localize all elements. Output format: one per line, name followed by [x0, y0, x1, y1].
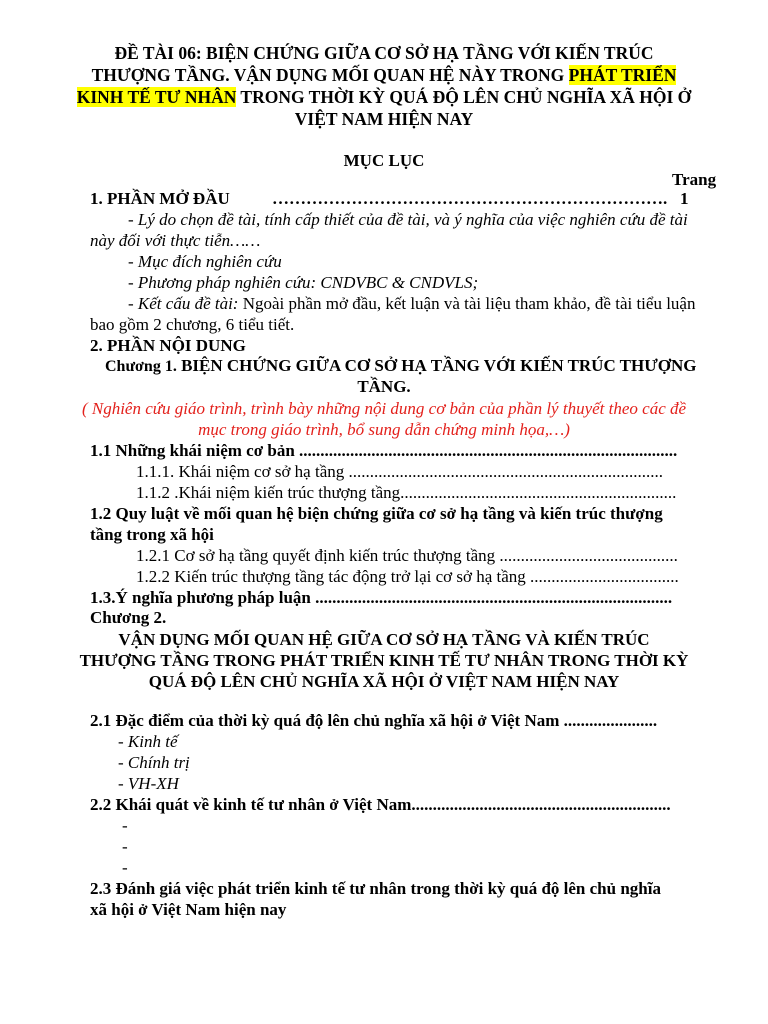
chapter-2-title-line-3: QUÁ ĐỘ LÊN CHỦ NGHĨA XÃ HỘI Ở VIỆT NAM HIỆN NAY — [148, 672, 620, 691]
toc-entry-2-2-dash-1: - — [122, 816, 128, 835]
research-note-line-1: ( Nghiên cứu giáo trình, trình bày những nội dung cơ bản của phần lý thuyết theo các đề — [81, 399, 687, 418]
title-line-1: ĐỀ TÀI 06: BIỆN CHỨNG GIỮA CƠ SỞ HẠ TẦNG VỚI KIẾN TRÚC — [114, 43, 654, 63]
toc-entry-2-1-economy: - Kinh tế — [118, 732, 178, 751]
toc-entry-2-2-dash-3: - — [122, 858, 128, 877]
intro-item-structure-label: - Kết cấu đề tài: — [128, 294, 239, 313]
title-line-3-text: TRONG THỜI KỲ QUÁ ĐỘ LÊN CHỦ NGHĨA XÃ HỘI Ở — [236, 87, 692, 107]
toc-entry-1-3: 1.3.Ý nghĩa phương pháp luận .................................................................................... — [90, 588, 673, 607]
toc-entry-2-1-politics: - Chính trị — [118, 753, 190, 772]
toc-entry-1-1-1: 1.1.1. Khái niệm cơ sở hạ tầng .......................................................................... — [136, 462, 663, 481]
toc-entry-1-2-1: 1.2.1 Cơ sở hạ tầng quyết định kiến trúc thượng tầng .......................................... — [136, 546, 678, 565]
intro-item-structure-text: Ngoài phần mở đầu, kết luận và tài liệu tham khảo, đề tài tiểu luận — [238, 294, 696, 313]
toc-entry-2-2-dash-2: - — [122, 837, 128, 856]
intro-item-structure — [128, 293, 695, 315]
page-column-label: Trang — [672, 170, 717, 189]
intro-item-purpose: - Mục đích nghiên cứu — [128, 252, 282, 271]
toc-entry-2-3-line-2: xã hội ở Việt Nam hiện nay — [90, 900, 287, 919]
title-line-2 — [0, 64, 768, 86]
chapter-2-label: Chương 2. — [90, 608, 167, 627]
chapter-1-label: Chương 1. — [105, 358, 177, 375]
title-line-3 — [0, 86, 768, 108]
intro-item-reason-line-1: - Lý do chọn đề tài, tính cấp thiết của đề tài, và ý nghĩa của việc nghiên cứu đề tài — [128, 210, 688, 229]
title-highlight-2: KINH TẾ TƯ NHÂN — [76, 87, 237, 107]
intro-page-number: 1 — [680, 189, 689, 208]
toc-entry-1-2-line-2: tầng trong xã hội — [90, 525, 214, 544]
title-line-2-text: THƯỢNG TẦNG. VẬN DỤNG MỐI QUAN HỆ NÀY TRONG — [91, 65, 569, 85]
toc-heading: MỤC LỤC — [343, 151, 425, 170]
title-highlight-1: PHÁT TRIỂN — [568, 65, 677, 85]
chapter-2-title-line-2: THƯỢNG TẦNG TRONG PHÁT TRIỂN KINH TẾ TƯ NHÂN TRONG THỜI KỲ — [79, 651, 689, 670]
title-line-4: VIỆT NAM HIỆN NAY — [294, 109, 474, 129]
intro-item-structure-line-2: bao gồm 2 chương, 6 tiểu tiết. — [90, 315, 295, 334]
chapter-1-title-line-2: TẦNG. — [357, 377, 411, 396]
intro-leader-dots: ……………………………………………………………. — [272, 189, 668, 208]
intro-item-reason-line-2: này đối với thực tiễn…… — [90, 231, 261, 250]
content-heading: 2. PHẦN NỘI DUNG — [90, 336, 246, 355]
toc-entry-1-2-line-1: 1.2 Quy luật về mối quan hệ biện chứng giữa cơ sở hạ tầng và kiến trúc thượng — [90, 504, 663, 523]
chapter-1-title-line-1 — [105, 355, 697, 378]
toc-entry-1-1-2: 1.1.2 .Khái niệm kiến trúc thượng tầng................................................................. — [136, 483, 677, 502]
toc-entry-2-1: 2.1 Đặc điểm của thời kỳ quá độ lên chủ nghĩa xã hội ở Việt Nam ...................... — [90, 711, 658, 730]
intro-item-method: - Phương pháp nghiên cứu: CNDVBC & CNDVLS; — [128, 273, 479, 292]
toc-entry-1-1: 1.1 Những khái niệm cơ bản ......................................................................................... — [90, 441, 678, 460]
intro-heading: 1. PHẦN MỞ ĐẦU — [90, 189, 230, 208]
chapter-2-title-line-1: VẬN DỤNG MỐI QUAN HỆ GIỮA CƠ SỞ HẠ TẦNG VÀ KIẾN TRÚC — [118, 630, 650, 649]
toc-entry-1-2-2: 1.2.2 Kiến trúc thượng tầng tác động trở lại cơ sở hạ tầng ................................... — [136, 567, 679, 586]
toc-entry-2-2: 2.2 Khái quát về kinh tế tư nhân ở Việt Nam............................................................. — [90, 795, 671, 814]
chapter-1-title-text: BIỆN CHỨNG GIỮA CƠ SỞ HẠ TẦNG VỚI KIẾN TRÚC THƯỢNG — [176, 356, 697, 375]
toc-entry-2-1-culture: - VH-XH — [118, 774, 179, 793]
research-note-line-2: mục trong giáo trình, bổ sung dẫn chứng minh họa,…) — [198, 420, 570, 439]
toc-entry-2-3-line-1: 2.3 Đánh giá việc phát triển kinh tế tư nhân trong thời kỳ quá độ lên chủ nghĩa — [90, 879, 661, 898]
